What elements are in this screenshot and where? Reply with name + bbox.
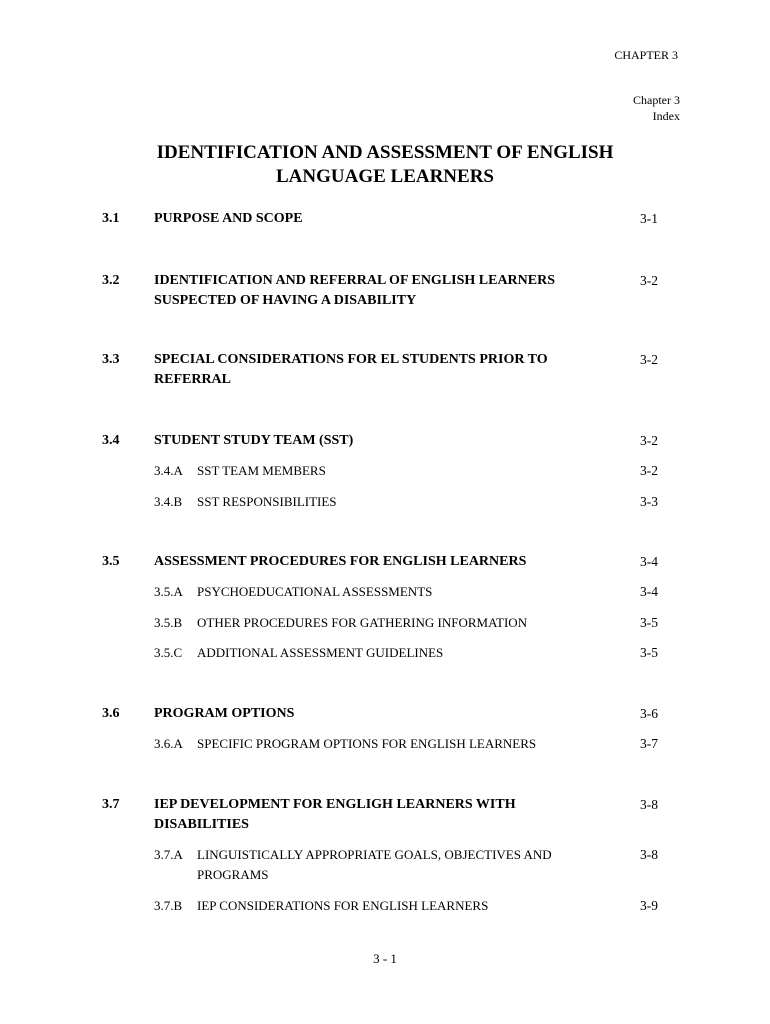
section-title: IDENTIFICATION AND REFERRAL OF ENGLISH LEARNERS SUSPECTED OF HAVING A DISABILITY [154, 273, 556, 308]
subsection-row [154, 613, 624, 633]
page-title-line-2: LANGUAGE LEARNERS [275, 166, 494, 187]
subsection-page: 3-9 [640, 898, 658, 913]
page-title [0, 141, 770, 189]
section-number: 3.3 [102, 352, 120, 367]
subsection-row [154, 582, 624, 602]
section-page: 3-2 [640, 433, 658, 448]
subsection-row [154, 643, 624, 663]
running-head: CHAPTER 3 [614, 48, 678, 62]
subsection-title: SST TEAM MEMBERS [197, 463, 326, 478]
subsection-title: LINGUISTICALLY APPROPRIATE GOALS, OBJECTIVES AND PROGRAMS [197, 847, 552, 882]
subsection-page: 3-8 [640, 847, 658, 862]
section-number: 3.4 [102, 433, 120, 448]
subsection-code: 3.7.A [154, 847, 183, 862]
section-title: STUDENT STUDY TEAM (SST) [154, 433, 354, 448]
section-title: IEP DEVELOPMENT FOR ENGLIGH LEARNERS WITH DISABILITIES [154, 797, 516, 832]
section-title: PURPOSE AND SCOPE [154, 211, 303, 226]
section-number: 3.1 [102, 211, 120, 226]
subsection-page: 3-3 [640, 494, 658, 509]
subsection-row [154, 461, 624, 481]
section-number: 3.5 [102, 554, 120, 569]
section-page: 3-2 [640, 273, 658, 288]
subsection-title: PSYCHOEDUCATIONAL ASSESSMENTS [197, 584, 433, 599]
subsection-page: 3-5 [640, 645, 658, 660]
section-page: 3-2 [640, 352, 658, 367]
section-page: 3-4 [640, 554, 658, 569]
section-page: 3-6 [640, 706, 658, 721]
section-number: 3.7 [102, 797, 120, 812]
subsection-code: 3.5.C [154, 645, 183, 660]
page-number: 3 - 1 [373, 951, 397, 966]
section-title: SPECIAL CONSIDERATIONS FOR EL STUDENTS PRIOR TO REFERRAL [154, 352, 548, 387]
subsection-row [154, 845, 624, 885]
chapter-label: Chapter 3 [633, 93, 680, 107]
subsection-title: ADDITIONAL ASSESSMENT GUIDELINES [197, 645, 444, 660]
subsection-code: 3.4.A [154, 463, 183, 478]
subsection-page: 3-7 [640, 736, 658, 751]
subsection-code: 3.7.B [154, 898, 183, 913]
subsection-code: 3.5.B [154, 615, 183, 630]
section-number: 3.2 [102, 273, 120, 288]
subsection-code: 3.6.A [154, 736, 183, 751]
subsection-code: 3.5.A [154, 584, 183, 599]
page-title-line-1: IDENTIFICATION AND ASSESSMENT OF ENGLISH [156, 142, 614, 163]
subsection-title: SPECIFIC PROGRAM OPTIONS FOR ENGLISH LEARNERS [197, 736, 537, 751]
index-label: Index [652, 109, 680, 123]
section-title: ASSESSMENT PROCEDURES FOR ENGLISH LEARNERS [154, 554, 527, 569]
subsection-row [154, 734, 624, 754]
subsection-page: 3-2 [640, 463, 658, 478]
section-page: 3-8 [640, 797, 658, 812]
section-number: 3.6 [102, 706, 120, 721]
subsection-row [154, 492, 624, 512]
subsection-row [154, 896, 624, 916]
subsection-code: 3.4.B [154, 494, 183, 509]
subsection-title: OTHER PROCEDURES FOR GATHERING INFORMATION [197, 615, 528, 630]
subsection-page: 3-5 [640, 615, 658, 630]
subsection-title: SST RESPONSIBILITIES [197, 494, 337, 509]
section-page: 3-1 [640, 211, 658, 226]
section-title: PROGRAM OPTIONS [154, 706, 295, 721]
subsection-page: 3-4 [640, 584, 658, 599]
subsection-title: IEP CONSIDERATIONS FOR ENGLISH LEARNERS [197, 898, 489, 913]
